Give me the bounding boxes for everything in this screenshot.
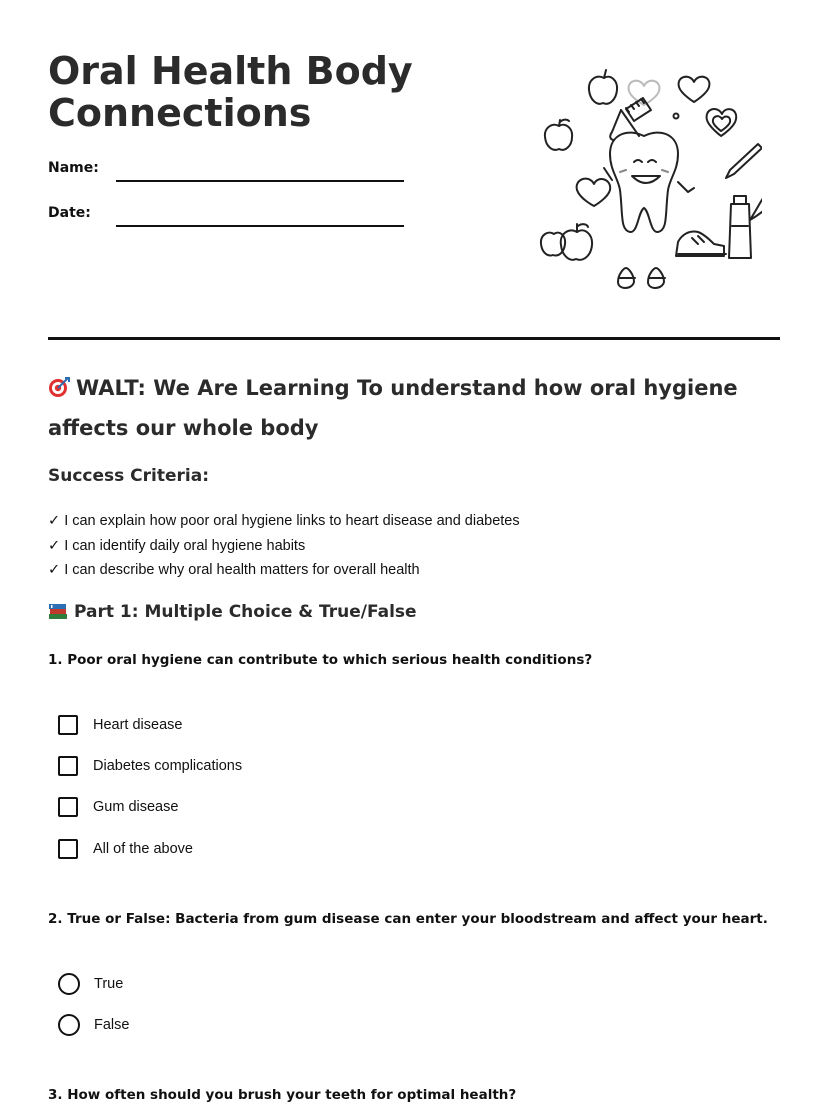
question-1: 1. Poor oral hygiene can contribute to which serious health conditions? <box>48 652 593 668</box>
checkbox[interactable] <box>58 756 78 776</box>
check-icon: ✓ <box>48 537 61 554</box>
name-line[interactable] <box>116 180 404 182</box>
criteria-item: ✓ I can explain how poor oral hygiene links to heart disease and diabetes <box>48 513 520 529</box>
part-1-heading <box>48 602 417 625</box>
part-1-title: Part 1: Multiple Choice & True/False <box>74 602 417 622</box>
option-heart-disease[interactable]: Heart disease <box>58 713 182 737</box>
radio-button[interactable] <box>58 1014 80 1036</box>
option-false[interactable]: False <box>58 1013 129 1037</box>
checkbox[interactable] <box>58 839 78 859</box>
date-line[interactable] <box>116 225 404 227</box>
question-3: 3. How often should you brush your teeth for optimal health? <box>48 1087 517 1103</box>
date-label: Date: <box>48 205 91 221</box>
success-criteria-title: Success Criteria: <box>48 466 210 486</box>
check-icon: ✓ <box>48 562 61 578</box>
option-gum-disease[interactable]: Gum disease <box>58 795 178 819</box>
option-all-of-the-above[interactable]: All of the above <box>58 837 193 861</box>
name-label: Name: <box>48 160 99 176</box>
name-field[interactable] <box>48 160 99 176</box>
checkbox[interactable] <box>58 797 78 817</box>
criteria-item: ✓ I can identify daily oral hygiene habits <box>48 537 306 554</box>
success-criteria-list <box>48 509 520 583</box>
books-icon <box>48 602 68 625</box>
option-true[interactable]: True <box>58 972 123 996</box>
question-2: 2. True or False: Bacteria from gum disease can enter your bloodstream and affect your heart. <box>48 911 768 927</box>
criteria-item: ✓ I can describe why oral health matters for overall health <box>48 562 420 578</box>
date-field[interactable] <box>48 205 91 221</box>
checkbox[interactable] <box>58 715 78 735</box>
check-icon: ✓ <box>48 513 61 529</box>
option-diabetes-complications[interactable]: Diabetes complications <box>58 754 242 778</box>
walt-heading <box>48 370 780 447</box>
radio-button[interactable] <box>58 973 80 995</box>
walt-text: WALT: We Are Learning To understand how oral hygiene affects our whole body <box>48 376 738 440</box>
smiling-tooth-with-healthy-food-icon <box>526 64 762 300</box>
header-divider <box>48 337 780 340</box>
page-title: Oral Health Body Connections <box>48 49 413 135</box>
target-icon <box>48 373 70 410</box>
